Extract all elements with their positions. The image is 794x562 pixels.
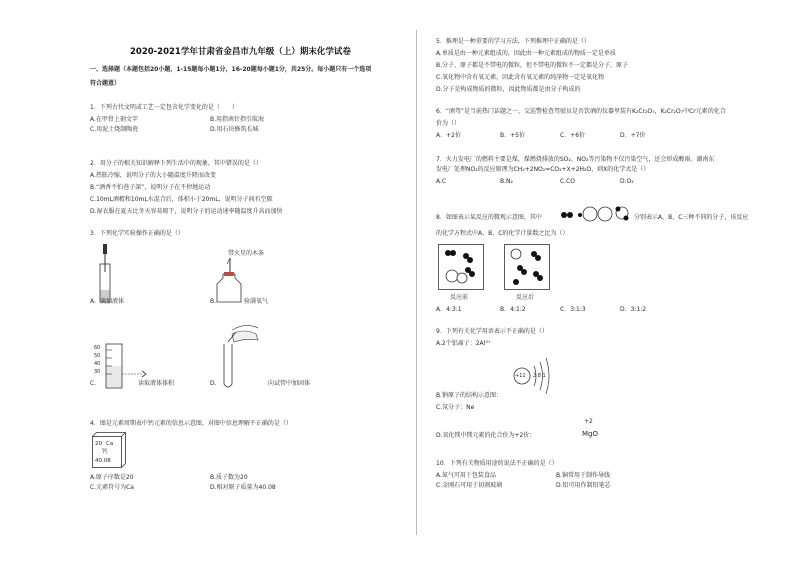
q7-option-b: B.N₂ xyxy=(500,178,513,185)
q9-option-b: B.钠原子的结构示意图： xyxy=(436,392,503,399)
q6-stem: 6．“酒驾”是当前热门话题之一，交巡警检查驾驶员是否饮酒的仪器里装有K₂Cr₂O₇，K₂Cr₂O₇中Cr元素的化合 xyxy=(436,108,726,115)
q1-option-c: C.用泥土烧制陶瓷 xyxy=(90,126,139,133)
element-name: 钙 xyxy=(102,449,108,455)
q1-option-b: B.用指南针指引航海 xyxy=(210,116,265,123)
q3-option-a-letter: A. xyxy=(90,298,96,305)
test-tube-figure xyxy=(218,318,264,390)
q2-option-d: D.湿衣服在夏天比冬天容易晾干，说明分子的运动速率随温度升高而加快 xyxy=(90,208,283,215)
q4-option-a: A.原子序数是20 xyxy=(90,474,134,481)
q6-option-a: A．+2价 xyxy=(436,132,461,139)
q1-option-d: D.用石块修筑长城 xyxy=(210,126,259,133)
q2-stem: 2．用分子的相关知识解释下列生活中的现象，其中错误的是（） xyxy=(90,160,262,167)
reaction-after-label: 反应后 xyxy=(516,294,535,301)
q9-option-d: D.氧化镁中镁元素的化合价为+2价： xyxy=(436,432,536,439)
q3-option-c-letter: C. xyxy=(90,380,97,387)
atom-nucleus-charge: +11 xyxy=(515,373,526,379)
q8-option-c: C．3:1:3 xyxy=(560,306,586,313)
q6-option-d: D．+7价 xyxy=(620,132,646,139)
q7-option-a: A.C xyxy=(436,178,447,185)
q8-option-b: B．4:1:2 xyxy=(500,306,526,313)
q1-option-a: A.在甲骨上刻文字 xyxy=(90,116,138,123)
element-symbol: Ca xyxy=(106,441,114,447)
q7-option-d: D.O₂ xyxy=(620,178,634,185)
q4-option-d: D.相对原子质量为40.08 xyxy=(210,484,276,491)
q5-stem: 5．推理是一种重要的学习方法，下列推理中正确的是（） xyxy=(436,38,590,45)
q9-d-charge: +2 xyxy=(584,418,593,425)
q8-option-a: A．4:3:1 xyxy=(436,306,462,313)
q5-option-a: A.单质是由一种元素组成的，因此由一种元素组成的物质一定是单质 xyxy=(436,50,616,57)
q2-option-b: B.“酒香不怕巷子深”，说明分子在不停地运动 xyxy=(90,184,211,191)
q3-option-b-text: 验满氧气 xyxy=(244,298,269,305)
q10-option-b: B.铜常用于制作导线 xyxy=(556,472,611,479)
q9-option-a: A.2个铝离子：2Al³⁺ xyxy=(436,340,491,347)
q4-option-b: B.质子数为20 xyxy=(210,474,248,481)
q3-option-a-text: 滴加液体 xyxy=(100,298,125,305)
q6-option-c: C．+6价 xyxy=(560,132,586,139)
q8-stem: 8．如图表示某反应的微观示意图，其中 xyxy=(436,214,542,221)
q5-option-d: D.分子是构成物质的微粒，因此物质都是由分子构成的 xyxy=(436,86,581,93)
q1-stem: 1．下列古代文明或工艺一定包含化学变化的是（ ） xyxy=(90,104,238,111)
q3-option-d-text: 向试管中加固体 xyxy=(268,380,311,387)
q10-stem: 10．下列有关物质用途的说法不正确的是（） xyxy=(436,460,558,467)
reaction-after-box xyxy=(504,244,550,290)
q9-stem: 9．下列有关化学用语表示不正确的是（） xyxy=(436,328,548,335)
q9-option-c: C.氖分子：Ne xyxy=(436,404,475,411)
q5-option-c: C.氧化物中含有氧元素，因此含有氧元素的纯净物一定是氧化物 xyxy=(436,74,605,81)
q10-option-c: C.金刚石可用于切割玻璃 xyxy=(436,482,503,489)
q8-stem-cont: 的化学方程式中A、B、C的化学计量数之比为（） xyxy=(436,230,569,237)
q10-option-a: A.氮气可用于包装食品 xyxy=(436,472,496,479)
q10-option-d: D.铝可用作制铅笔芯 xyxy=(556,482,611,489)
q8-option-d: D．3:1:2 xyxy=(620,306,647,313)
reaction-before-box xyxy=(438,244,484,290)
q7-option-c: C.CO xyxy=(560,178,576,185)
section-heading-cont: 符合题意） xyxy=(90,80,121,87)
q6-option-b: B．+5价 xyxy=(500,132,525,139)
q3-option-b-letter: B. xyxy=(210,298,217,305)
q2-option-c: C.10mL酒精和10mL水混合后，体积小于20mL，说明分子间有空隙 xyxy=(90,196,273,203)
dropper-figure xyxy=(96,242,116,304)
cylinder-tick-50: 50 xyxy=(94,353,101,359)
column-divider xyxy=(416,30,417,535)
q5-option-b: B.分子、原子都是不带电的微粒，但不带电的微粒不一定都是分子、原子 xyxy=(436,62,629,69)
atom-shell-electrons: 2 8 1 xyxy=(533,373,546,379)
q7-stem-cont: 发电厂处理NO₂的反应原理为CH₄+2NO₂=CO₂+X+2H₂O，则X的化学式是（） xyxy=(436,166,650,173)
q3-stem: 3．下列化学实验操作正确的是（） xyxy=(90,230,184,237)
exam-title: 2020-2021学年甘肃省金昌市九年级（上）期末化学试卷 xyxy=(130,47,351,57)
q4-option-c: C.元素符号为Ca xyxy=(90,484,134,491)
cylinder-tick-60: 60 xyxy=(94,345,101,351)
q7-stem: 7．火力发电厂的燃料主要是煤，煤燃烧排放的SO₂、NO₂等污染物不仅污染空气，还会形成酸雨。湖南东 xyxy=(436,156,715,163)
cylinder-tick-40: 40 xyxy=(94,361,101,367)
q9-d-formula: MgO xyxy=(582,430,598,438)
q6-stem-cont: 价为（） xyxy=(436,120,461,127)
q4-stem: 4．图是元素周期表中钙元素的信息示意图，对图中信息理解不正确的是（） xyxy=(90,420,292,427)
q8-stem-tail: 分别表示A、B、C三种不同的分子，该反应 xyxy=(634,214,749,221)
q3-label-splint: 带火星的木条 xyxy=(228,250,265,257)
molecule-legend xyxy=(560,205,632,223)
reaction-before-label: 反应前 xyxy=(450,294,469,301)
cylinder-tick-30: 30 xyxy=(94,369,101,375)
element-number: 20 xyxy=(95,441,102,447)
q2-option-a: A.热胀冷缩，说明分子的大小随温度升降而改变 xyxy=(90,172,216,179)
section-heading: 一、选择题（本题包括20小题，1-15题每小题1分，16-20题每小题1分，共25分。每小题只有一个选项 xyxy=(90,66,372,73)
q3-option-d-letter: D. xyxy=(210,380,217,387)
element-mass: 40.08 xyxy=(95,458,111,464)
q3-option-c-text: 读取液体体积 xyxy=(138,380,175,387)
gas-bottle-figure xyxy=(214,258,244,304)
